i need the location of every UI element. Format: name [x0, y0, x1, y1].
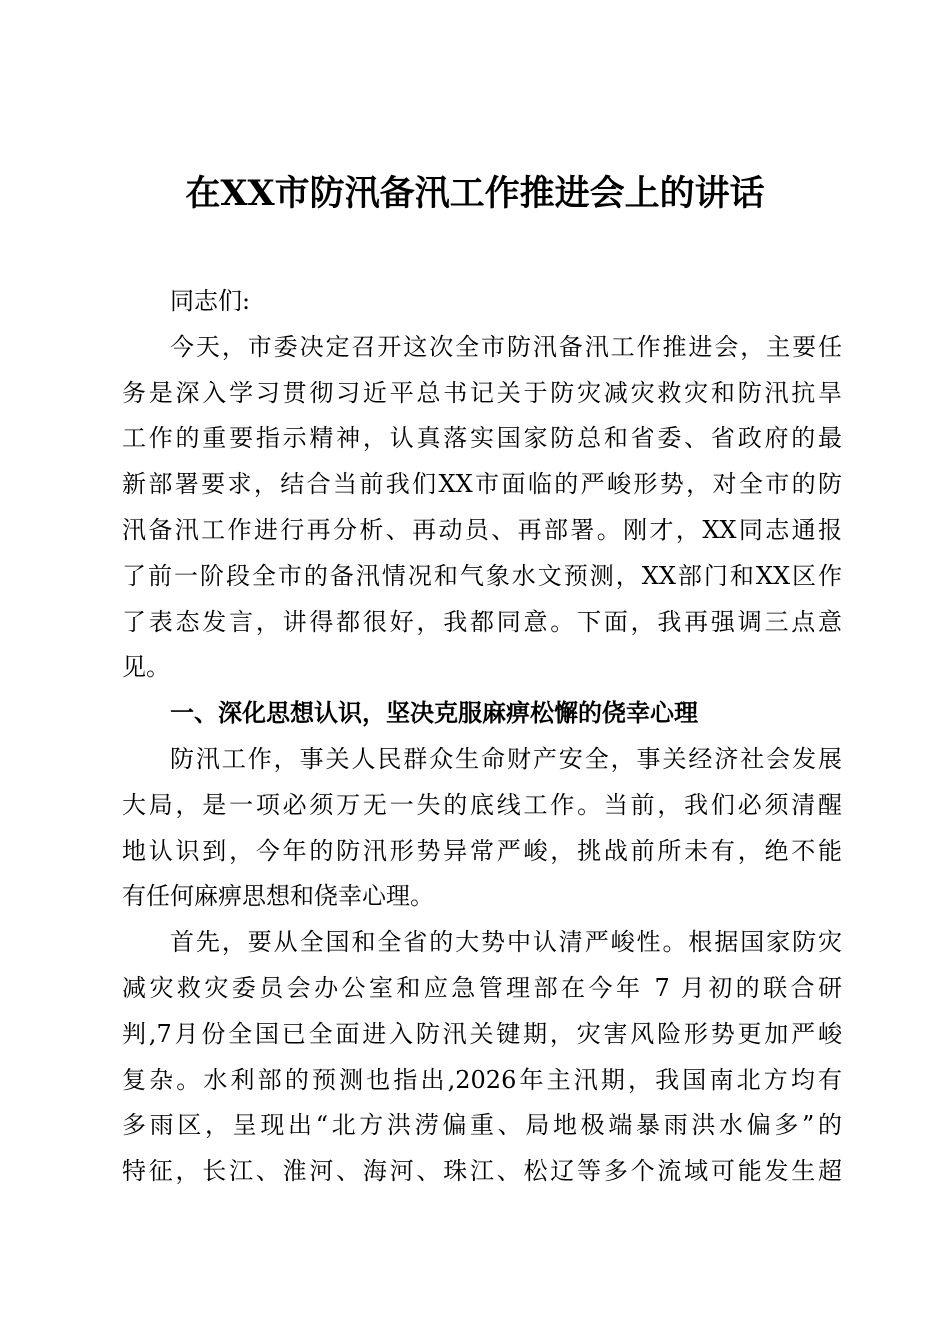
text-line: 同志们:: [170, 287, 251, 315]
document-body: [122, 279, 842, 1195]
text-line: 减灾救灾委员会办公室和应急管理部在今年 7 月初的联合研: [122, 973, 842, 1002]
text-line: 首先，要从全国和全省的大势中认清严峻性。根据国家防灾: [170, 928, 842, 957]
text-line: 地认识到，今年的防汛形势异常严峻，挑战前所未有，绝不能: [122, 836, 842, 865]
text-line: 务是深入学习贯彻习近平总书记关于防灾减灾救灾和防汛抗旱: [122, 378, 842, 407]
text-line: 见。: [122, 653, 170, 682]
text-line: 特征，长江、淮河、海河、珠江、松辽等多个流域可能发生超: [122, 1157, 842, 1186]
text-line: 汛备汛工作进行再分析、再动员、再部署。刚才，XX同志通报: [122, 515, 842, 544]
text-line: 有任何麻痹思想和侥幸心理。: [122, 882, 434, 911]
text-line: 复杂。水利部的预测也指出,2026年主汛期，我国南北方均有: [122, 1065, 842, 1094]
text-line: 判,7月份全国已全面进入防汛关键期，灾害风险形势更加严峻: [122, 1019, 842, 1048]
page-title: 在XX市防汛备汛工作推进会上的讲话: [185, 173, 765, 214]
section-heading: 一、深化思想认识，坚决克服麻痹松懈的侥幸心理: [170, 699, 698, 728]
text-line: 今天，市委决定召开这次全市防汛备汛工作推进会，主要任: [170, 332, 842, 361]
text-line: 防汛工作，事关人民群众生命财产安全，事关经济社会发展: [170, 744, 842, 773]
text-line: 工作的重要指示精神，认真落实国家防总和省委、省政府的最: [122, 424, 842, 453]
text-line: 多雨区，呈现出“北方洪涝偏重、局地极端暴雨洪水偏多”的: [122, 1111, 842, 1140]
text-line: 了前一阶段全市的备汛情况和气象水文预测，XX部门和XX区作: [122, 561, 842, 590]
text-line: 大局，是一项必须万无一失的底线工作。当前，我们必须清醒: [122, 790, 842, 819]
text-line: 了表态发言，讲得都很好，我都同意。下面，我再强调三点意: [122, 607, 842, 636]
text-line: 新部署要求，结合当前我们XX市面临的严峻形势，对全市的防: [122, 470, 842, 499]
